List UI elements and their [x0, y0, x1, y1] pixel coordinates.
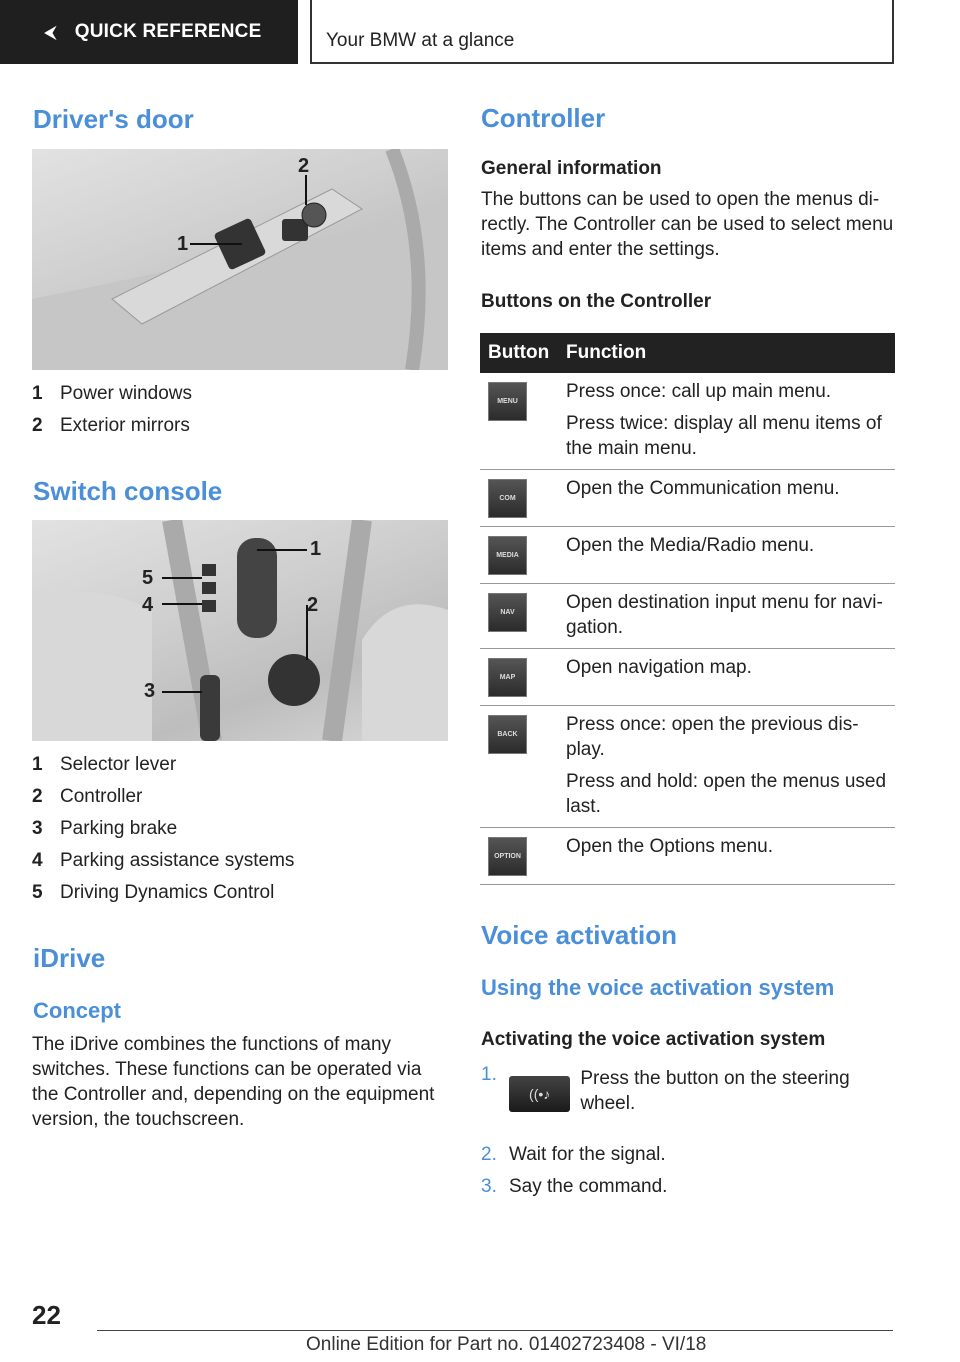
drivers-door-photo [32, 149, 448, 370]
table-row: NAV Open destination input menu for navi-gation. [480, 584, 895, 649]
table-row: MAP Open navigation map. [480, 649, 895, 706]
callout-1: 1 [177, 233, 189, 255]
general-info-heading: General information [481, 158, 662, 179]
callout-4: 4 [142, 594, 154, 616]
idrive-heading: iDrive [33, 943, 106, 973]
com-button-icon: COM [488, 479, 527, 518]
callout-1: 1 [310, 538, 322, 560]
voice-subheading: Using the voice activation system [481, 975, 835, 1000]
buttons-table [480, 333, 895, 885]
general-info-text: The buttons can be used to open the menus di-rectly. The Controller can be used to select menu items and enter the settings. [481, 189, 894, 260]
callout-2: 2 [298, 155, 310, 177]
option-button-icon: OPTION [488, 837, 527, 876]
switch-console-legend: 1 Selector lever 2 Controller 3 Parking brake 4 Parking assistance systems 5 Driving Dynamics Control [32, 754, 295, 903]
table-row: COM Open the Communication menu. [480, 470, 895, 527]
buttons-heading: Buttons on the Controller [481, 291, 712, 312]
voice-button-icon: ((•♪ [509, 1076, 570, 1112]
callout-5: 5 [142, 567, 154, 589]
activating-heading: Activating the voice activation system [481, 1029, 826, 1050]
edition-text: Online Edition for Part no. 01402723408 - VI/18 [306, 1334, 707, 1355]
menu-button-icon: MENU [488, 382, 527, 421]
chapter-label: Your BMW at a glance [326, 30, 515, 51]
concept-text: The iDrive combines the functions of many switches. These functions can be operated via the Controller and, depending on the equipment version, the touchscreen. [32, 1034, 435, 1130]
section-tab[interactable] [0, 0, 298, 64]
table-row: BACK Press once: open the previous dis-play. Press and hold: open the menus used last. [480, 706, 895, 828]
controller-heading: Controller [481, 103, 606, 133]
switch-console-heading: Switch console [33, 476, 223, 506]
media-button-icon: MEDIA [488, 536, 527, 575]
pin-icon: ⮜ [44, 21, 57, 42]
nav-button-icon: NAV [488, 593, 527, 632]
footer-divider [97, 1330, 893, 1331]
table-header: Button Function [480, 333, 895, 373]
chapter-tab[interactable] [310, 0, 894, 64]
section-label: QUICK REFERENCE [74, 21, 262, 42]
callout-3: 3 [144, 680, 156, 702]
table-row: MENU Press once: call up main menu. Press twice: display all menu items of the main menu. [480, 373, 895, 470]
map-button-icon: MAP [488, 658, 527, 697]
switch-console-photo [32, 520, 448, 741]
table-row: OPTION Open the Options menu. [480, 828, 895, 885]
page-number: 22 [32, 1300, 61, 1330]
list-item: 3. Say the command. [481, 1176, 668, 1197]
list-item: 2. Wait for the signal. [481, 1144, 666, 1165]
voice-activation-heading: Voice activation [481, 920, 678, 950]
table-row: MEDIA Open the Media/Radio menu. [480, 527, 895, 584]
list-item: 1. ((•♪ Press the button on the steering wheel. [481, 1064, 850, 1114]
drivers-door-heading: Driver's door [33, 104, 194, 134]
back-button-icon: BACK [488, 715, 527, 754]
voice-steps [481, 1062, 896, 1199]
concept-heading: Concept [33, 998, 121, 1023]
callout-2: 2 [307, 594, 319, 616]
drivers-door-legend: 1 Power windows 2 Exterior mirrors [32, 383, 192, 436]
